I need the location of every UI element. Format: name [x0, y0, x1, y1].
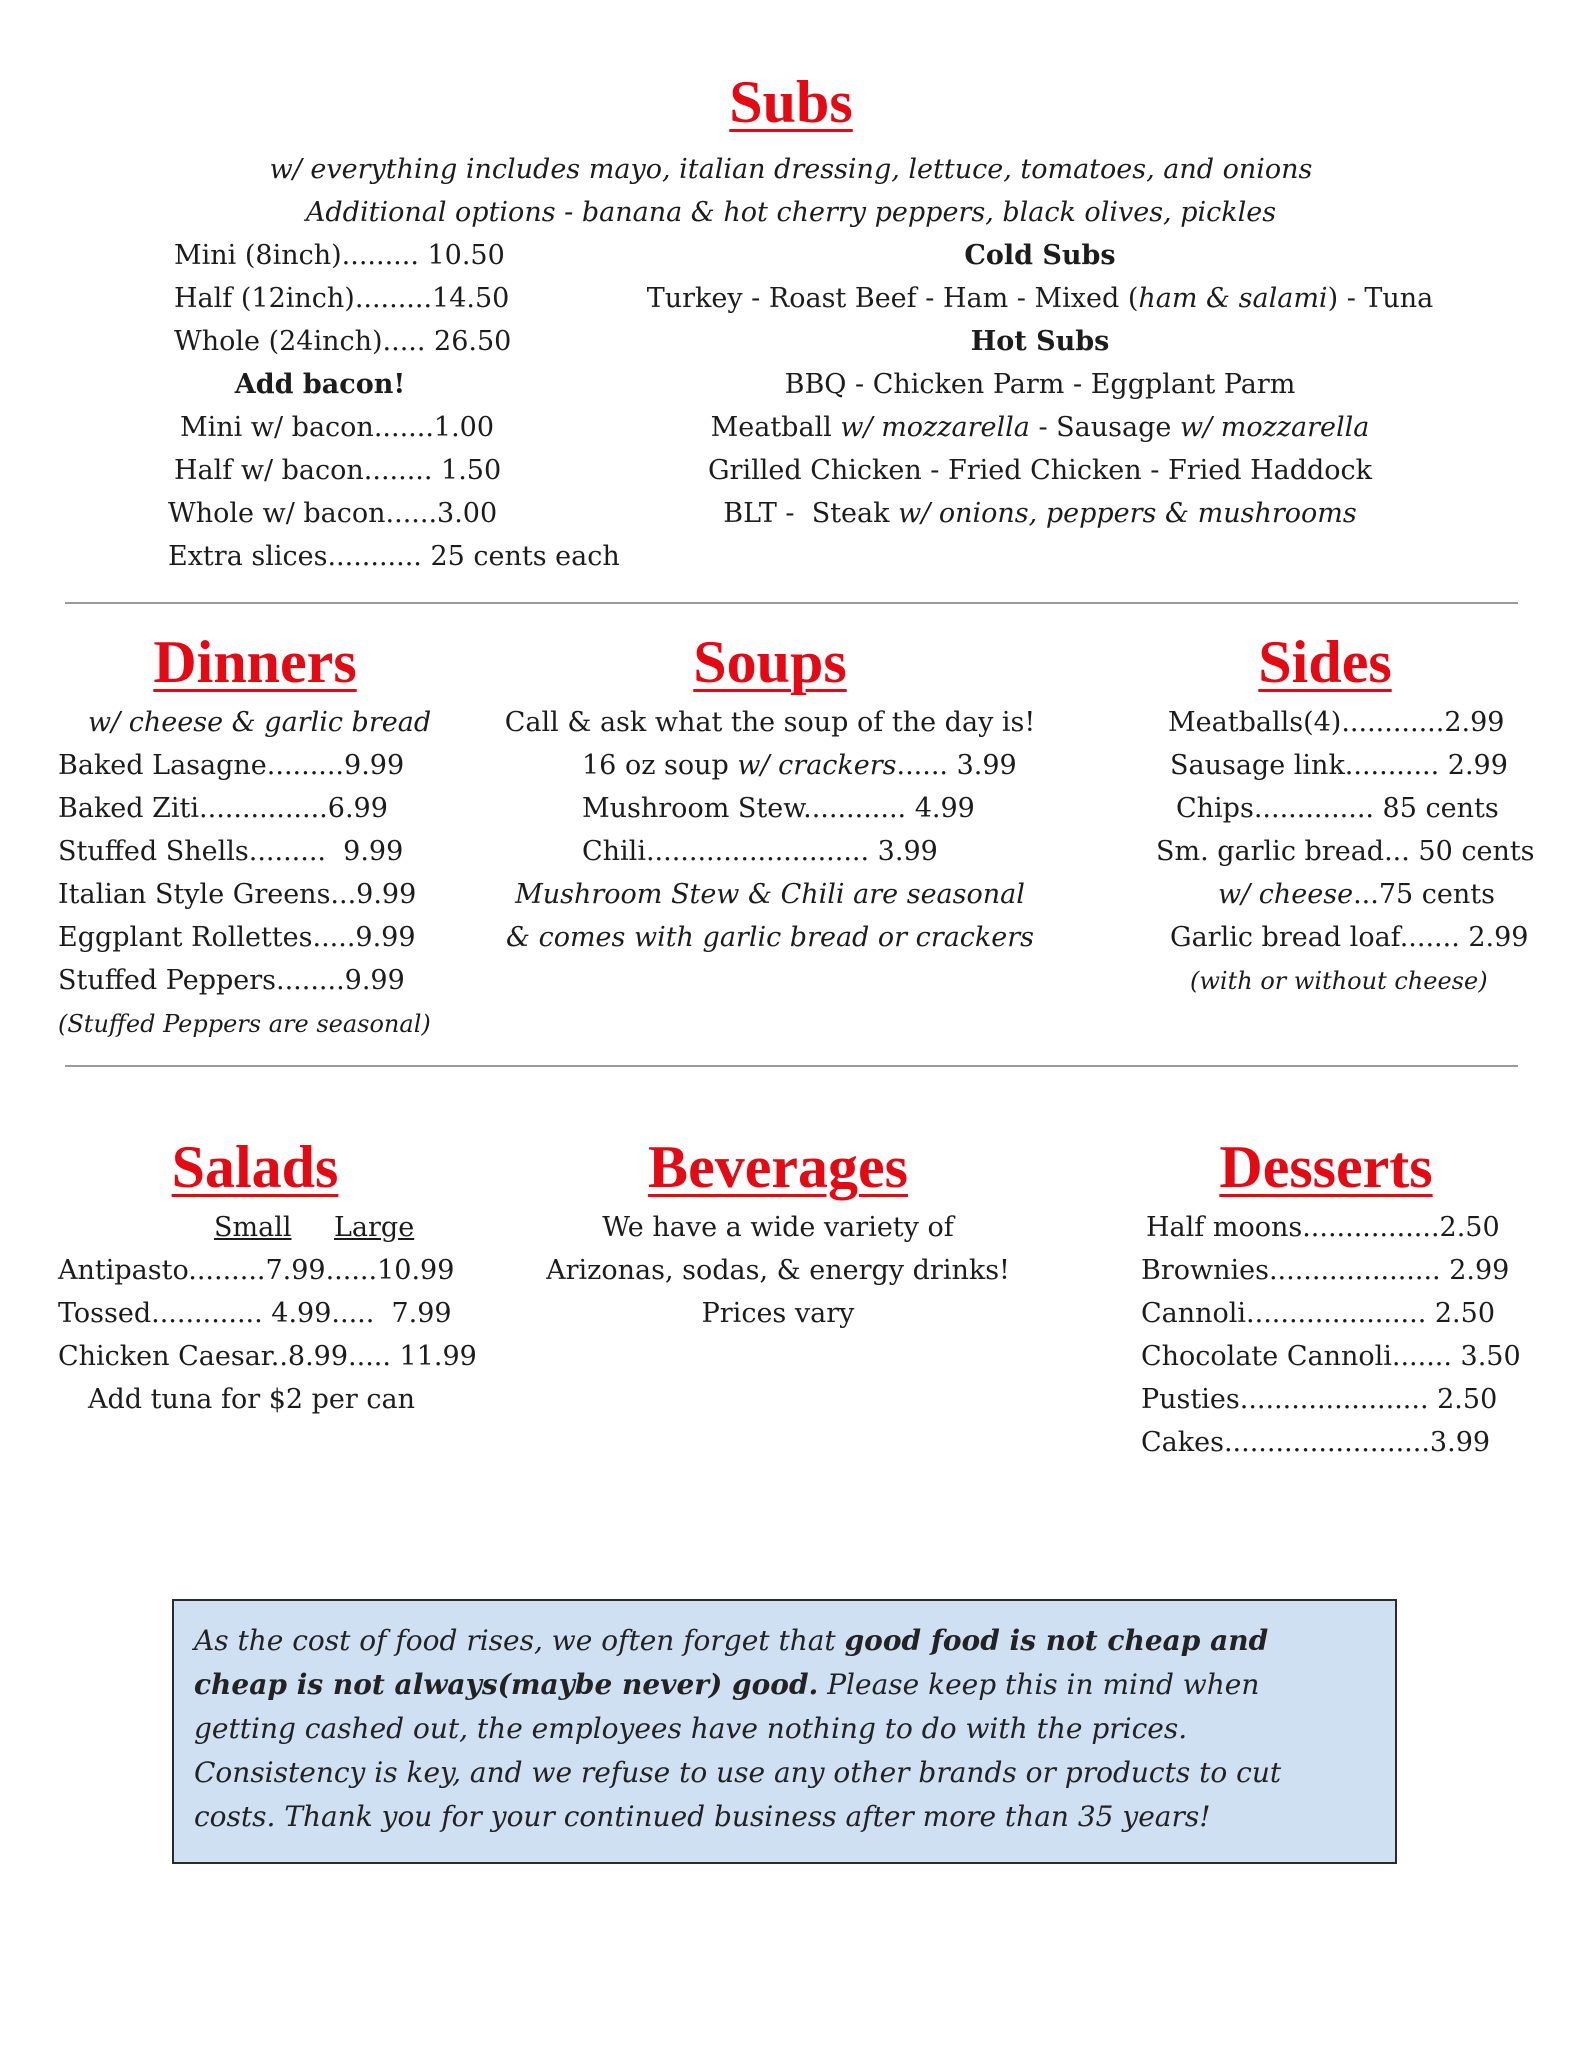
hot-subs-line-1: BBQ - Chicken Parm - Eggplant Parm — [784, 369, 1296, 400]
soups-title: Soups — [693, 629, 847, 695]
hot-subs-line-2: Meatball w/ mozzarella - Sausage w/ mozzarella — [710, 412, 1370, 443]
side-item-garlic-bread: Sm. garlic bread... 50 cents — [1156, 836, 1535, 867]
soup-item-chili: Chili.......................... 3.99 — [582, 836, 938, 867]
side-item-meatballs: Meatballs(4)............2.99 — [1168, 707, 1505, 738]
dinners-note: w/ cheese & garlic bread — [88, 707, 432, 738]
soups-seasonal-note: Mushroom Stew & Chili are seasonal — [515, 879, 1025, 910]
sides-footnote: (with or without cheese) — [1190, 967, 1488, 995]
dinner-item-ziti: Baked Ziti...............6.99 — [58, 793, 388, 824]
salads-title: Salads — [171, 1134, 339, 1200]
beverages-line-2: Arizonas, sodas, & energy drinks! — [546, 1255, 1010, 1286]
subs-note-everything: w/ everything includes mayo, italian dressing, lettuce, tomatoes, and onions — [269, 154, 1313, 185]
salads-col-large: Large — [334, 1212, 415, 1243]
hot-subs-line-4: BLT - Steak w/ onions, peppers & mushrooms — [723, 498, 1357, 529]
dinner-item-shells: Stuffed Shells......... 9.99 — [58, 836, 404, 867]
beverages-title: Beverages — [648, 1134, 908, 1200]
desserts-title: Desserts — [1219, 1134, 1433, 1200]
side-item-garlic-bread-cheese: w/ cheese...75 cents — [1218, 879, 1495, 910]
beverages-line-3: Prices vary — [701, 1298, 855, 1329]
dessert-item-brownies: Brownies.................... 2.99 — [1141, 1255, 1510, 1286]
side-item-sausage: Sausage link........... 2.99 — [1170, 750, 1508, 781]
add-bacon-heading: Add bacon! — [234, 369, 406, 400]
price-notice-box — [172, 1599, 1397, 1864]
salads-addon-tuna: Add tuna for $2 per can — [88, 1384, 415, 1415]
salads-col-small: Small — [214, 1212, 292, 1243]
dinners-title: Dinners — [153, 629, 357, 695]
sides-title: Sides — [1258, 629, 1392, 695]
dinner-item-rollettes: Eggplant Rollettes.....9.99 — [58, 922, 416, 953]
soups-intro: Call & ask what the soup of the day is! — [504, 707, 1036, 738]
hot-subs-line-3: Grilled Chicken - Fried Chicken - Fried Haddock — [707, 455, 1373, 486]
bacon-extra-slices: Extra slices........... 25 cents each — [168, 541, 620, 572]
sub-size-half: Half (12inch).........14.50 — [174, 283, 510, 314]
dessert-item-cakes: Cakes........................3.99 — [1141, 1427, 1491, 1458]
cold-subs-heading: Cold Subs — [964, 240, 1116, 271]
bacon-half: Half w/ bacon........ 1.50 — [174, 455, 502, 486]
side-item-garlic-loaf: Garlic bread loaf....... 2.99 — [1170, 922, 1529, 953]
price-notice-text: As the cost of food rises, we often forget that good food is not cheap and cheap is not always(maybe never) good. Please keep this in mind when getting cashed out, the employees have nothing to do with the prices. Consistency is key, and we refuse to use any other brands or products to cut costs. Thank you for your continued business after more than 35 years! — [194, 1624, 1282, 1833]
salad-item-chicken-caesar: Chicken Caesar..8.99..... 11.99 — [58, 1341, 477, 1372]
subs-note-options: Additional options - banana & hot cherry peppers, black olives, pickles — [305, 197, 1277, 228]
cold-subs-list: Turkey - Roast Beef - Ham - Mixed (ham & salami) - Tuna — [646, 283, 1434, 314]
dessert-item-cannoli: Cannoli..................... 2.50 — [1141, 1298, 1495, 1329]
soup-item-mushroom-stew: Mushroom Stew............ 4.99 — [582, 793, 975, 824]
sub-size-whole: Whole (24inch)..... 26.50 — [174, 326, 512, 357]
dinner-item-peppers: Stuffed Peppers........9.99 — [58, 965, 405, 996]
beverages-line-1: We have a wide variety of — [602, 1212, 954, 1243]
bacon-mini: Mini w/ bacon.......1.00 — [180, 412, 495, 443]
dessert-item-pusties: Pusties...................... 2.50 — [1141, 1384, 1498, 1415]
soup-item-16oz: 16 oz soup w/ crackers...... 3.99 — [582, 750, 1017, 781]
divider-1 — [65, 602, 1518, 604]
salad-item-antipasto: Antipasto.........7.99......10.99 — [58, 1255, 455, 1286]
salad-item-tossed: Tossed............. 4.99..... 7.99 — [58, 1298, 452, 1329]
dinners-footnote: (Stuffed Peppers are seasonal) — [58, 1010, 431, 1038]
bacon-whole: Whole w/ bacon......3.00 — [168, 498, 498, 529]
sub-size-mini: Mini (8inch)......... 10.50 — [174, 240, 505, 271]
dinner-item-greens: Italian Style Greens...9.99 — [58, 879, 417, 910]
subs-title: Subs — [729, 69, 853, 135]
hot-subs-heading: Hot Subs — [970, 326, 1110, 357]
dessert-item-half-moons: Half moons................2.50 — [1146, 1212, 1500, 1243]
dessert-item-chocolate-cannoli: Chocolate Cannoli....... 3.50 — [1141, 1341, 1521, 1372]
divider-2 — [65, 1065, 1518, 1067]
side-item-chips: Chips.............. 85 cents — [1176, 793, 1499, 824]
dinner-item-lasagne: Baked Lasagne.........9.99 — [58, 750, 405, 781]
soups-served-with-note: & comes with garlic bread or crackers — [505, 922, 1035, 953]
